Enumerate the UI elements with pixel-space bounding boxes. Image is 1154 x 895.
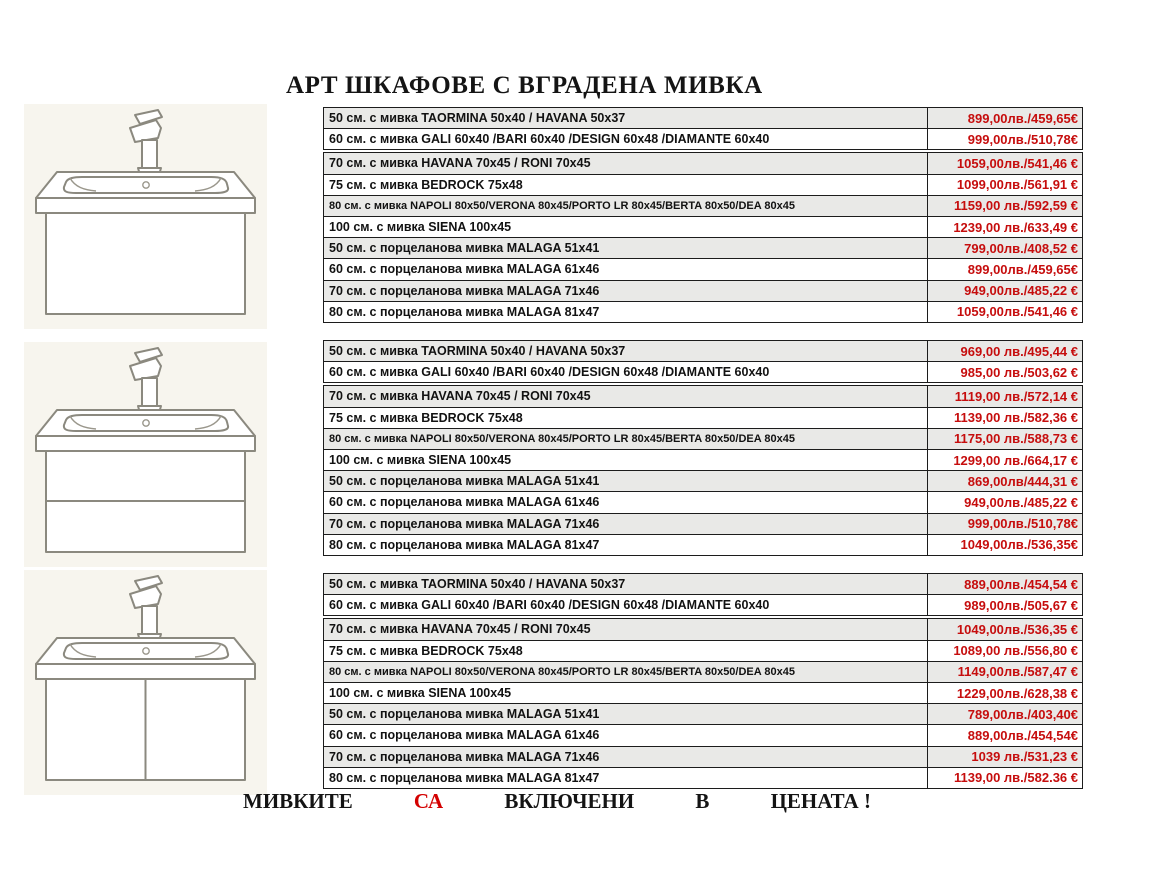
item-price: 1059,00лв./541,46 €: [956, 155, 1078, 171]
vanity-illustration-two-drawers: [24, 342, 267, 567]
item-price: 999,00лв./510,78€: [967, 516, 1078, 532]
item-label: 70 см. с мивка HAVANA 70x45 / RONI 70x45: [324, 153, 928, 173]
item-price: 1299,00 лв./664,17 €: [953, 452, 1078, 468]
footer-word: МИВКИТЕ: [243, 789, 353, 813]
item-price: 999,00лв./510,78€: [967, 131, 1078, 147]
table-row: [324, 768, 1082, 788]
table-row: [324, 408, 1082, 429]
item-price: 869,00лв/444,31 €: [967, 473, 1078, 489]
item-label: 75 см. с мивка BEDROCK 75x48: [324, 408, 928, 428]
item-label: 80 см. с мивка NAPOLI 80x50/VERONA 80x45/PORTO LR 80x45/BERTA 80x50/DEA 80x45: [324, 196, 928, 216]
footer-note: [243, 789, 871, 814]
item-price: 1099,00лв./561,91 €: [956, 177, 1078, 193]
item-price: 1159,00 лв./592,59 €: [954, 198, 1078, 214]
item-price: 799,00лв./408,52 €: [964, 240, 1078, 256]
item-label: 80 см. с порцеланова мивка MALAGA 81x47: [324, 535, 928, 555]
item-label: 50 см. с мивка TAORMINA 50x40 / HAVANA 50x37: [324, 574, 928, 594]
item-label: 100 см. с мивка SIENA 100x45: [324, 217, 928, 237]
table-row: [324, 683, 1082, 704]
table-row: [324, 574, 1082, 595]
item-price: 949,00лв./485,22 €: [964, 283, 1078, 299]
item-price: 1175,00 лв./588,73 €: [954, 431, 1078, 447]
item-label: 80 см. с порцеланова мивка MALAGA 81x47: [324, 768, 928, 788]
table-row: [324, 595, 1082, 615]
item-label: 70 см. с мивка HAVANA 70x45 / RONI 70x45: [324, 619, 928, 639]
table-row: [324, 238, 1082, 259]
table-row: [324, 492, 1082, 513]
table-row: [324, 429, 1082, 450]
vanity-illustration-single-front: [24, 104, 267, 329]
item-price: 949,00лв./485,22 €: [964, 494, 1078, 510]
table-row: [324, 535, 1082, 555]
table-row: [324, 175, 1082, 196]
item-price: 1119,00 лв./572,14 €: [954, 388, 1078, 404]
item-price: 1239,00 лв./633,49 €: [953, 219, 1078, 235]
item-label: 70 см. с порцеланова мивка MALAGA 71x46: [324, 281, 928, 301]
item-label: 60 см. с мивка GALI 60x40 /BARI 60x40 /DESIGN 60x48 /DIAMANTE 60x40: [324, 595, 928, 615]
item-price: 1059,00лв./541,46 €: [956, 304, 1078, 320]
vanity-illustration-two-doors: [24, 570, 267, 795]
item-price: 985,00 лв./503,62 €: [960, 364, 1078, 380]
table-row: [324, 259, 1082, 280]
table-row: [324, 302, 1082, 322]
item-label: 80 см. с мивка NAPOLI 80x50/VERONA 80x45/PORTO LR 80x45/BERTA 80x50/DEA 80x45: [324, 429, 928, 449]
item-label: 80 см. с порцеланова мивка MALAGA 81x47: [324, 302, 928, 322]
table-row: [324, 471, 1082, 492]
item-price: 889,00лв./454,54 €: [964, 576, 1078, 592]
item-price: 969,00 лв./495,44 €: [960, 343, 1078, 359]
table-row: [324, 725, 1082, 746]
table-row: [324, 362, 1082, 382]
item-price: 899,00лв./459,65€: [967, 110, 1078, 126]
item-price: 789,00лв./403,40€: [967, 706, 1078, 722]
item-price: 1049,00лв./536,35€: [960, 537, 1078, 553]
price-table-2: [323, 340, 1083, 556]
footer-word: В: [695, 789, 710, 813]
item-label: 60 см. с порцеланова мивка MALAGA 61x46: [324, 725, 928, 745]
item-price: 1149,00лв./587,47 €: [957, 664, 1078, 680]
item-price: 1139,00 лв./582,36 €: [954, 410, 1078, 426]
item-label: 60 см. с порцеланова мивка MALAGA 61x46: [324, 492, 928, 512]
item-label: 80 см. с мивка NAPOLI 80x50/VERONA 80x45/PORTO LR 80x45/BERTA 80x50/DEA 80x45: [324, 662, 928, 682]
item-label: 70 см. с порцеланова мивка MALAGA 71x46: [324, 514, 928, 534]
table-row: [324, 108, 1082, 129]
item-price: 1039 лв./531,23 €: [971, 749, 1078, 765]
table-row: [324, 641, 1082, 662]
item-price: 1229,00лв./628,38 €: [956, 685, 1078, 701]
item-label: 50 см. с мивка TAORMINA 50x40 / HAVANA 50x37: [324, 341, 928, 361]
table-row: [324, 217, 1082, 238]
item-label: 60 см. с порцеланова мивка MALAGA 61x46: [324, 259, 928, 279]
footer-word: ЦЕНАТА !: [770, 789, 871, 813]
table-row: [324, 129, 1082, 149]
table-row: [324, 704, 1082, 725]
item-label: 50 см. с порцеланова мивка MALAGA 51x41: [324, 471, 928, 491]
table-row: [324, 386, 1082, 407]
item-label: 100 см. с мивка SIENA 100x45: [324, 683, 928, 703]
item-label: 75 см. с мивка BEDROCK 75x48: [324, 641, 928, 661]
table-row: [324, 281, 1082, 302]
item-label: 50 см. с мивка TAORMINA 50x40 / HAVANA 50x37: [324, 108, 928, 128]
item-price: 899,00лв./459,65€: [967, 261, 1078, 277]
item-label: 50 см. с порцеланова мивка MALAGA 51x41: [324, 238, 928, 258]
price-table-1: [323, 107, 1083, 323]
item-label: 100 см. с мивка SIENA 100x45: [324, 450, 928, 470]
item-price: 1089,00 лв./556,80 €: [953, 643, 1078, 659]
item-price: 1049,00лв./536,35 €: [956, 621, 1078, 637]
table-row: [324, 341, 1082, 362]
table-row: [324, 196, 1082, 217]
table-row: [324, 450, 1082, 471]
item-label: 70 см. с порцеланова мивка MALAGA 71x46: [324, 747, 928, 767]
table-row: [324, 747, 1082, 768]
item-label: 70 см. с мивка HAVANA 70x45 / RONI 70x45: [324, 386, 928, 406]
page-title: АРТ ШКАФОВЕ С ВГРАДЕНА МИВКА: [286, 72, 763, 99]
item-price: 989,00лв./505,67 €: [964, 597, 1078, 613]
price-table-3: [323, 573, 1083, 789]
item-price: 889,00лв./454,54€: [967, 727, 1078, 743]
item-label: 50 см. с порцеланова мивка MALAGA 51x41: [324, 704, 928, 724]
table-row: [324, 662, 1082, 683]
item-price: 1139,00 лв./582.36 €: [954, 770, 1078, 786]
table-row: [324, 619, 1082, 640]
footer-word: ВКЛЮЧЕНИ: [504, 789, 635, 813]
item-label: 60 см. с мивка GALI 60x40 /BARI 60x40 /DESIGN 60x48 /DIAMANTE 60x40: [324, 129, 928, 149]
item-label: 75 см. с мивка BEDROCK 75x48: [324, 175, 928, 195]
item-label: 60 см. с мивка GALI 60x40 /BARI 60x40 /DESIGN 60x48 /DIAMANTE 60x40: [324, 362, 928, 382]
table-row: [324, 153, 1082, 174]
footer-word-highlight: СА: [413, 789, 444, 813]
table-row: [324, 514, 1082, 535]
